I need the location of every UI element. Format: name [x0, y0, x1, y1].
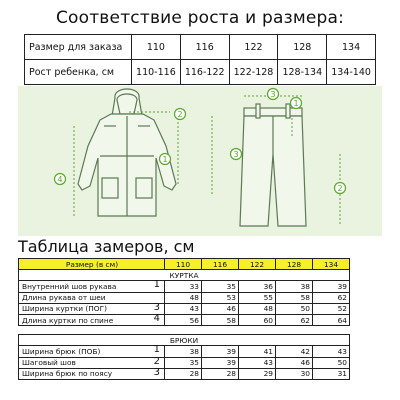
table-cell: 134-140: [327, 60, 376, 85]
table-cell: 38: [165, 346, 202, 357]
table-row: [19, 368, 350, 379]
table-row: [19, 303, 350, 314]
spacer-cell: [19, 326, 350, 335]
table-cell: 31: [313, 368, 350, 379]
page-title: Соответствие роста и размера:: [55, 8, 345, 28]
table-cell: 110-116: [132, 60, 181, 85]
jacket-marker-3: [231, 149, 242, 160]
table-cell: 55: [239, 292, 276, 303]
row-marker: 2: [153, 355, 160, 367]
table-cell: 128-134: [278, 60, 327, 85]
svg-text:2: 2: [337, 184, 343, 193]
size-header: 128: [276, 259, 313, 270]
table-cell: 58: [202, 314, 239, 325]
section-header-pants: [19, 335, 350, 346]
table-cell: 116: [180, 35, 229, 60]
svg-text:1: 1: [293, 99, 299, 108]
table-row: [19, 314, 350, 325]
row-marker: 1: [153, 279, 160, 291]
table-cell: 30: [276, 368, 313, 379]
table-cell: 33: [165, 281, 202, 292]
section-header-jacket: [19, 270, 350, 281]
table-cell: 62: [276, 314, 313, 325]
svg-text:1: 1: [162, 155, 168, 164]
size-header: 116: [202, 259, 239, 270]
row-marker: 3: [153, 366, 160, 378]
table-cell: 28: [202, 368, 239, 379]
table-cell: 50: [313, 357, 350, 368]
table-cell: 46: [276, 357, 313, 368]
table-cell: 62: [313, 292, 350, 303]
table-cell: 29: [239, 368, 276, 379]
pants-marker-2: [335, 183, 346, 194]
row-label: Длина куртки по спине 4: [19, 314, 165, 325]
section-title: КУРТКА: [19, 270, 350, 281]
table-cell: 56: [165, 314, 202, 325]
table-cell: 134: [327, 35, 376, 60]
jacket-marker-2: [175, 109, 186, 120]
table-cell: 41: [239, 346, 276, 357]
row-label: Ширина брюк (ПОБ) 1: [19, 346, 165, 357]
table-cell: 35: [202, 281, 239, 292]
table-cell: 39: [313, 281, 350, 292]
row-label: Длина рукава от шеи: [19, 292, 165, 303]
table-row: [19, 346, 350, 357]
table-cell: 48: [239, 303, 276, 314]
table-row: [19, 292, 350, 303]
table-header-row: [19, 259, 350, 270]
table-cell: 50: [276, 303, 313, 314]
jacket-marker-1: [160, 154, 171, 165]
row-marker: 3: [153, 301, 160, 313]
table-cell: 53: [202, 292, 239, 303]
table-cell: 122-128: [229, 60, 278, 85]
spacer-row: [19, 326, 350, 335]
table-cell: 28: [165, 368, 202, 379]
row-label: Шаговый шов 2: [19, 357, 165, 368]
size-header: 110: [165, 259, 202, 270]
garment-measurement-illustration: [18, 86, 382, 236]
table-cell: 42: [276, 346, 313, 357]
table-cell: 43: [313, 346, 350, 357]
table-cell: 43: [239, 357, 276, 368]
table-cell: 122: [229, 35, 278, 60]
row-label: Рост ребенка, см: [25, 60, 132, 85]
table-cell: 116-122: [180, 60, 229, 85]
table-cell: 128: [278, 35, 327, 60]
size-correspondence-table: [24, 34, 376, 85]
table-cell: 43: [165, 303, 202, 314]
row-label: Внутренний шов рукава 1: [19, 281, 165, 292]
measurement-table: [18, 258, 350, 380]
svg-text:3: 3: [270, 90, 276, 99]
table-cell: 48: [165, 292, 202, 303]
svg-text:4: 4: [57, 175, 63, 184]
table-cell: 39: [202, 357, 239, 368]
row-label: Ширина брюк по поясу 3: [19, 368, 165, 379]
header-label: Размер (в см): [19, 259, 165, 270]
table-cell: 38: [276, 281, 313, 292]
table-row: [19, 357, 350, 368]
table-cell: 64: [313, 314, 350, 325]
table-cell: 60: [239, 314, 276, 325]
table-cell: 36: [239, 281, 276, 292]
table-cell: 39: [202, 346, 239, 357]
table-row: [25, 35, 376, 60]
row-marker: 4: [153, 312, 160, 324]
section-title: БРЮКИ: [19, 335, 350, 346]
table-cell: 58: [276, 292, 313, 303]
table-cell: 52: [313, 303, 350, 314]
table-cell: 35: [165, 357, 202, 368]
jacket-marker-4: [55, 174, 66, 185]
pants-marker-1: [291, 98, 302, 109]
svg-text:2: 2: [177, 110, 183, 119]
size-header: 122: [239, 259, 276, 270]
pants-marker-3: [268, 89, 279, 100]
svg-text:3: 3: [233, 150, 239, 159]
row-marker: 1: [153, 344, 160, 356]
size-header: 134: [313, 259, 350, 270]
table-cell: 46: [202, 303, 239, 314]
table-cell: 110: [132, 35, 181, 60]
table-row: [19, 281, 350, 292]
measurement-table-title: Таблица замеров, см: [18, 237, 195, 256]
row-label: Размер для заказа: [25, 35, 132, 60]
row-label: Ширина куртки (ПОГ) 3: [19, 303, 165, 314]
table-row: [25, 60, 376, 85]
